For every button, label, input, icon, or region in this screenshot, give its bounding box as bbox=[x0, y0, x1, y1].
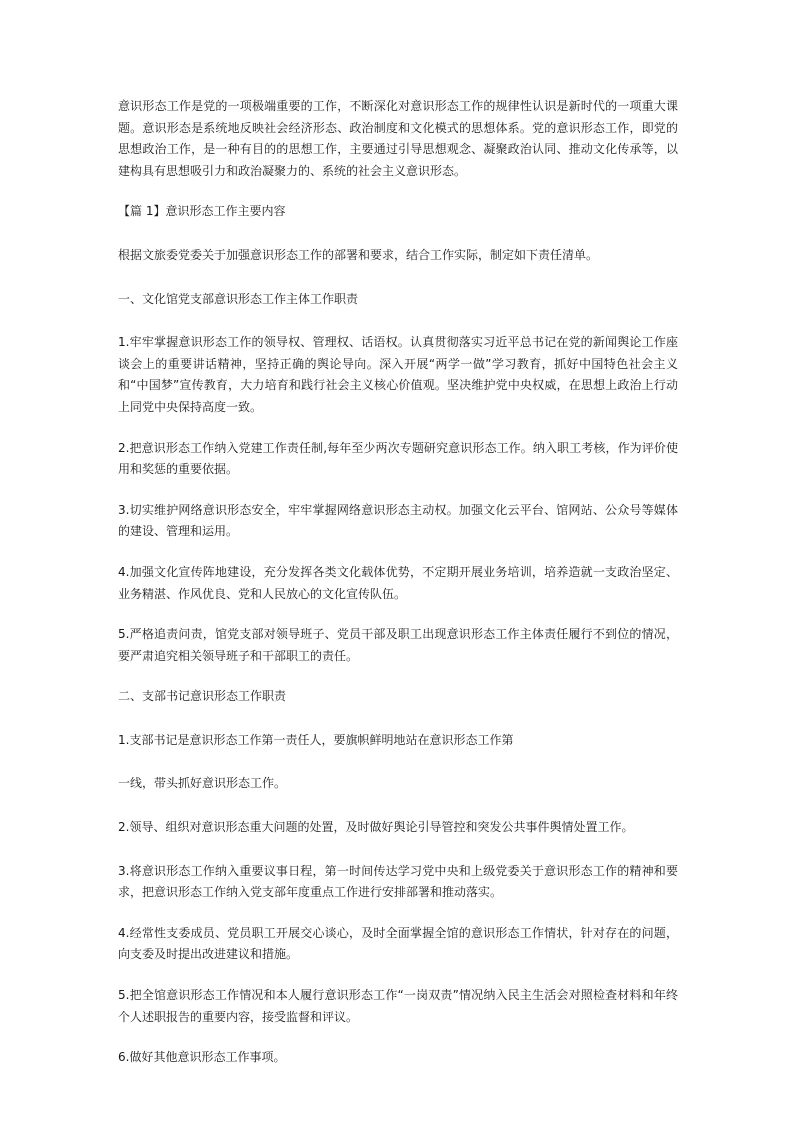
intro-paragraph: 意识形态工作是党的一项极端重要的工作，不断深化对意识形态工作的规律性认识是新时代的一项重大课题。意识形态是系统地反映社会经济形态、政治制度和文化模式的思想体系。党的意识形态工作，即党的思想政治工作，是一种有目的的思想工作，主要通过引导思想观念、凝聚政治认同、推动文化传承等，以建构具有思想吸引力和政治凝聚力的、系统的社会主义意识形态。 bbox=[118, 99, 678, 178]
part2-item: 2.领导、组织对意识形态重大问题的处置，及时做好舆论引导管控和突发公共事件舆情处置工作。 bbox=[118, 820, 634, 835]
preface-paragraph: 根据文旅委党委关于加强意识形态工作的部署和要求，结合工作实际，制定如下责任清单。 bbox=[118, 247, 599, 262]
part2-item: 一线，带头抓好意识形态工作。 bbox=[118, 776, 287, 791]
part1-item: 1.牢牢掌握意识形态工作的领导权、管理权、话语权。认真贯彻落实习近平总书记在党的新闻舆论工作座谈会上的重要讲话精神，坚持正确的舆论导向。深入开展“两学一做”学习教育，抓好中国特色社会主义和“中国梦”宣传教育，大力培育和践行社会主义核心价值观。坚决维护党中央权威，在思想上政治上行动上同党中央保持高度一致。 bbox=[118, 335, 678, 414]
part2-item: 3.将意识形态工作纳入重要议事日程，第一时间传达学习党中央和上级党委关于意识形态工作的精神和要求，把意识形态工作纳入党支部年度重点工作进行安排部署和推动落实。 bbox=[118, 863, 678, 900]
part2-item: 4.经常性支委成员、党员职工开展交心谈心，及时全面掌握全馆的意识形态工作情状，针对存在的问题，向支委及时提出改进建议和措施。 bbox=[118, 925, 678, 962]
part1-heading: 一、文化馆党支部意识形态工作主体工作职责 bbox=[118, 291, 359, 306]
section-title: 【篇 1】意识形态工作主要内容 bbox=[118, 204, 286, 219]
part2-item: 6.做好其他意识形态工作事项。 bbox=[118, 1050, 286, 1065]
document-page bbox=[118, 96, 678, 1088]
part2-heading: 二、支部书记意识形态工作职责 bbox=[118, 689, 287, 704]
part1-item: 4.加强文化宣传阵地建设，充分发挥各类文化载体优势，不定期开展业务培训，培养造就一支政治坚定、业务精湛、作风优良、党和人民放心的文化宣传队伍。 bbox=[118, 564, 678, 601]
part2-item: 1.支部书记是意识形态工作第一责任人，要旗帜鲜明地站在意识形态工作第 bbox=[118, 732, 514, 747]
part2-item: 5.把全馆意识形态工作情况和本人履行意识形态工作“一岗双责”情况纳入民主生活会对照检查材料和年终个人述职报告的重要内容，接受监督和评议。 bbox=[118, 988, 678, 1024]
part1-item: 2.把意识形态工作纳入党建工作责任制,每年至少两次专题研究意识形态工作。纳入职工考核，作为评价使用和奖惩的重要依据。 bbox=[118, 440, 678, 477]
part1-item: 5.严格追责问责，馆党支部对领导班子、党员干部及职工出现意识形态工作主体责任履行不到位的情况，要严肃追究相关领导班子和干部职工的责任。 bbox=[118, 627, 678, 663]
part1-item: 3.切实维护网络意识形态安全，牢牢掌握网络意识形态主动权。加强文化云平台、馆网站、公众号等媒体的建设、管理和运用。 bbox=[118, 502, 678, 539]
